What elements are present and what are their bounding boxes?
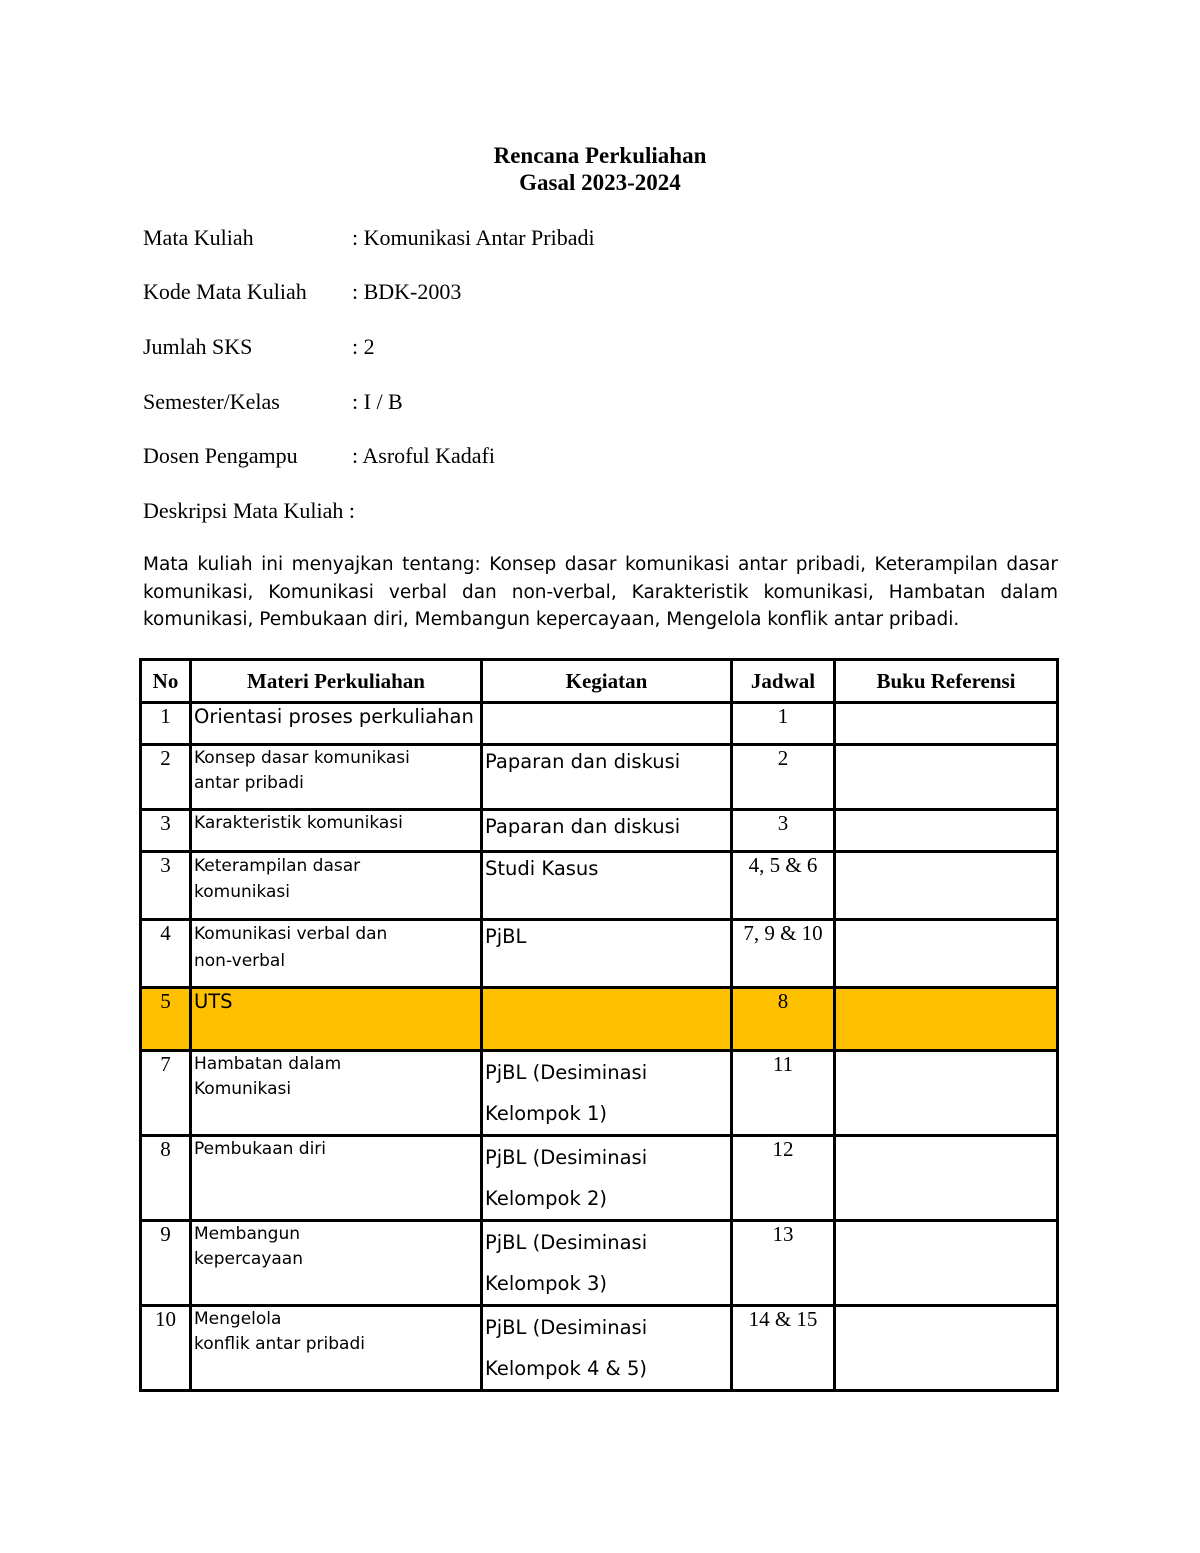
kegiatan-line: Studi Kasus	[485, 857, 599, 880]
cell-jadwal: 13	[732, 1221, 835, 1306]
materi-line: Mengelola	[194, 1309, 282, 1329]
semester-value: : I / B	[352, 389, 403, 414]
cell-buku	[835, 745, 1058, 810]
cell-buku	[835, 852, 1058, 920]
kegiatan-line: Kelompok 2)	[485, 1187, 607, 1210]
cell-kegiatan	[482, 1306, 732, 1391]
cell-kegiatan	[482, 852, 732, 920]
header-materi: Materi Perkuliahan	[191, 660, 482, 703]
cell-no: 3	[141, 852, 191, 920]
materi-line: Membangun	[194, 1224, 301, 1244]
header-jadwal: Jadwal	[732, 660, 835, 703]
cell-kegiatan	[482, 920, 732, 988]
cell-materi	[191, 1136, 482, 1221]
kegiatan-line: PjBL (Desiminasi	[485, 1146, 648, 1169]
materi-line: Hambatan dalam	[194, 1054, 342, 1074]
cell-materi	[191, 1306, 482, 1391]
cell-materi	[191, 988, 482, 1051]
cell-materi	[191, 810, 482, 852]
cell-kegiatan	[482, 810, 732, 852]
table-row	[141, 703, 1058, 745]
cell-no: 4	[141, 920, 191, 988]
cell-buku	[835, 703, 1058, 745]
cell-kegiatan	[482, 1051, 732, 1136]
materi-line: komunikasi	[194, 882, 291, 902]
cell-buku	[835, 1136, 1058, 1221]
kode-label: Kode Mata Kuliah	[143, 279, 307, 304]
kegiatan-line: Kelompok 4 & 5)	[485, 1357, 647, 1380]
materi-line: konflik antar pribadi	[194, 1334, 365, 1354]
materi-line: Pembukaan diri	[194, 1139, 327, 1159]
cell-jadwal: 2	[732, 745, 835, 810]
materi-line: Komunikasi	[194, 1079, 292, 1099]
cell-buku	[835, 1306, 1058, 1391]
cell-buku	[835, 1051, 1058, 1136]
cell-materi	[191, 1221, 482, 1306]
materi-line: non-verbal	[194, 951, 286, 971]
cell-no: 2	[141, 745, 191, 810]
cell-buku	[835, 988, 1058, 1051]
table-row	[141, 810, 1058, 852]
mata-kuliah-label: Mata Kuliah	[143, 225, 254, 250]
materi-line: UTS	[194, 990, 233, 1013]
materi-line: Komunikasi verbal dan	[194, 924, 388, 944]
table-row-uts	[141, 988, 1058, 1051]
cell-kegiatan	[482, 988, 732, 1051]
table-row	[141, 745, 1058, 810]
cell-materi	[191, 852, 482, 920]
table-row	[141, 1136, 1058, 1221]
cell-jadwal: 12	[732, 1136, 835, 1221]
cell-jadwal: 7, 9 & 10	[732, 920, 835, 988]
cell-no: 1	[141, 703, 191, 745]
document-title: Rencana Perkuliahan	[493, 143, 707, 168]
table-row	[141, 1306, 1058, 1391]
cell-no: 9	[141, 1221, 191, 1306]
schedule-table	[139, 658, 1059, 1392]
cell-jadwal: 14 & 15	[732, 1306, 835, 1391]
kegiatan-line: PjBL (Desiminasi	[485, 1061, 648, 1084]
cell-jadwal: 8	[732, 988, 835, 1051]
kode-value: : BDK-2003	[352, 279, 462, 304]
cell-jadwal: 11	[732, 1051, 835, 1136]
header-kegiatan: Kegiatan	[482, 660, 732, 703]
cell-buku	[835, 920, 1058, 988]
header-no: No	[141, 660, 191, 703]
table-row	[141, 1221, 1058, 1306]
cell-jadwal: 1	[732, 703, 835, 745]
cell-buku	[835, 1221, 1058, 1306]
semester-label: Semester/Kelas	[143, 389, 280, 414]
kegiatan-line: Paparan dan diskusi	[485, 750, 681, 773]
description-heading: Deskripsi Mata Kuliah :	[143, 498, 356, 523]
sks-value: : 2	[352, 334, 375, 359]
table-row	[141, 920, 1058, 988]
dosen-value: : Asroful Kadafi	[352, 443, 495, 468]
kegiatan-line: PjBL (Desiminasi	[485, 1316, 648, 1339]
cell-jadwal: 3	[732, 810, 835, 852]
materi-line: Konsep dasar komunikasi	[194, 748, 410, 768]
table-header-row	[141, 660, 1058, 703]
cell-kegiatan	[482, 1136, 732, 1221]
sks-label: Jumlah SKS	[143, 334, 253, 359]
materi-line: kepercayaan	[194, 1249, 303, 1269]
description-body: Mata kuliah ini menyajkan tentang: Konsep dasar komunikasi antar pribadi, Keterampilan dasar komunikasi, Komunikasi verbal dan non-verbal, Karakteristik komunikasi, Hambatan dalam komunikasi, Pembukaan diri, Membangun kepercayaan, Mengelola konflik antar pribadi.	[143, 554, 1058, 630]
kegiatan-line: Kelompok 3)	[485, 1272, 607, 1295]
kegiatan-line: Kelompok 1)	[485, 1102, 607, 1125]
mata-kuliah-value: : Komunikasi Antar Pribadi	[352, 225, 595, 250]
kegiatan-line: PjBL (Desiminasi	[485, 1231, 648, 1254]
cell-no: 3	[141, 810, 191, 852]
materi-line: Karakteristik komunikasi	[194, 813, 403, 833]
cell-materi	[191, 745, 482, 810]
cell-no: 8	[141, 1136, 191, 1221]
cell-kegiatan	[482, 703, 732, 745]
document-subtitle: Gasal 2023-2024	[519, 170, 681, 195]
kegiatan-line: Paparan dan diskusi	[485, 815, 681, 838]
kegiatan-line: PjBL	[485, 925, 527, 948]
cell-materi	[191, 1051, 482, 1136]
materi-line: antar pribadi	[194, 773, 304, 793]
cell-kegiatan	[482, 1221, 732, 1306]
table-row	[141, 1051, 1058, 1136]
materi-line: Orientasi proses perkuliahan	[194, 705, 474, 728]
cell-jadwal: 4, 5 & 6	[732, 852, 835, 920]
table-row	[141, 852, 1058, 920]
cell-buku	[835, 810, 1058, 852]
dosen-label: Dosen Pengampu	[143, 443, 298, 468]
materi-line: Keterampilan dasar	[194, 856, 361, 876]
cell-materi	[191, 920, 482, 988]
cell-no: 10	[141, 1306, 191, 1391]
header-buku: Buku Referensi	[835, 660, 1058, 703]
cell-no: 7	[141, 1051, 191, 1136]
cell-materi	[191, 703, 482, 745]
cell-no: 5	[141, 988, 191, 1051]
cell-kegiatan	[482, 745, 732, 810]
